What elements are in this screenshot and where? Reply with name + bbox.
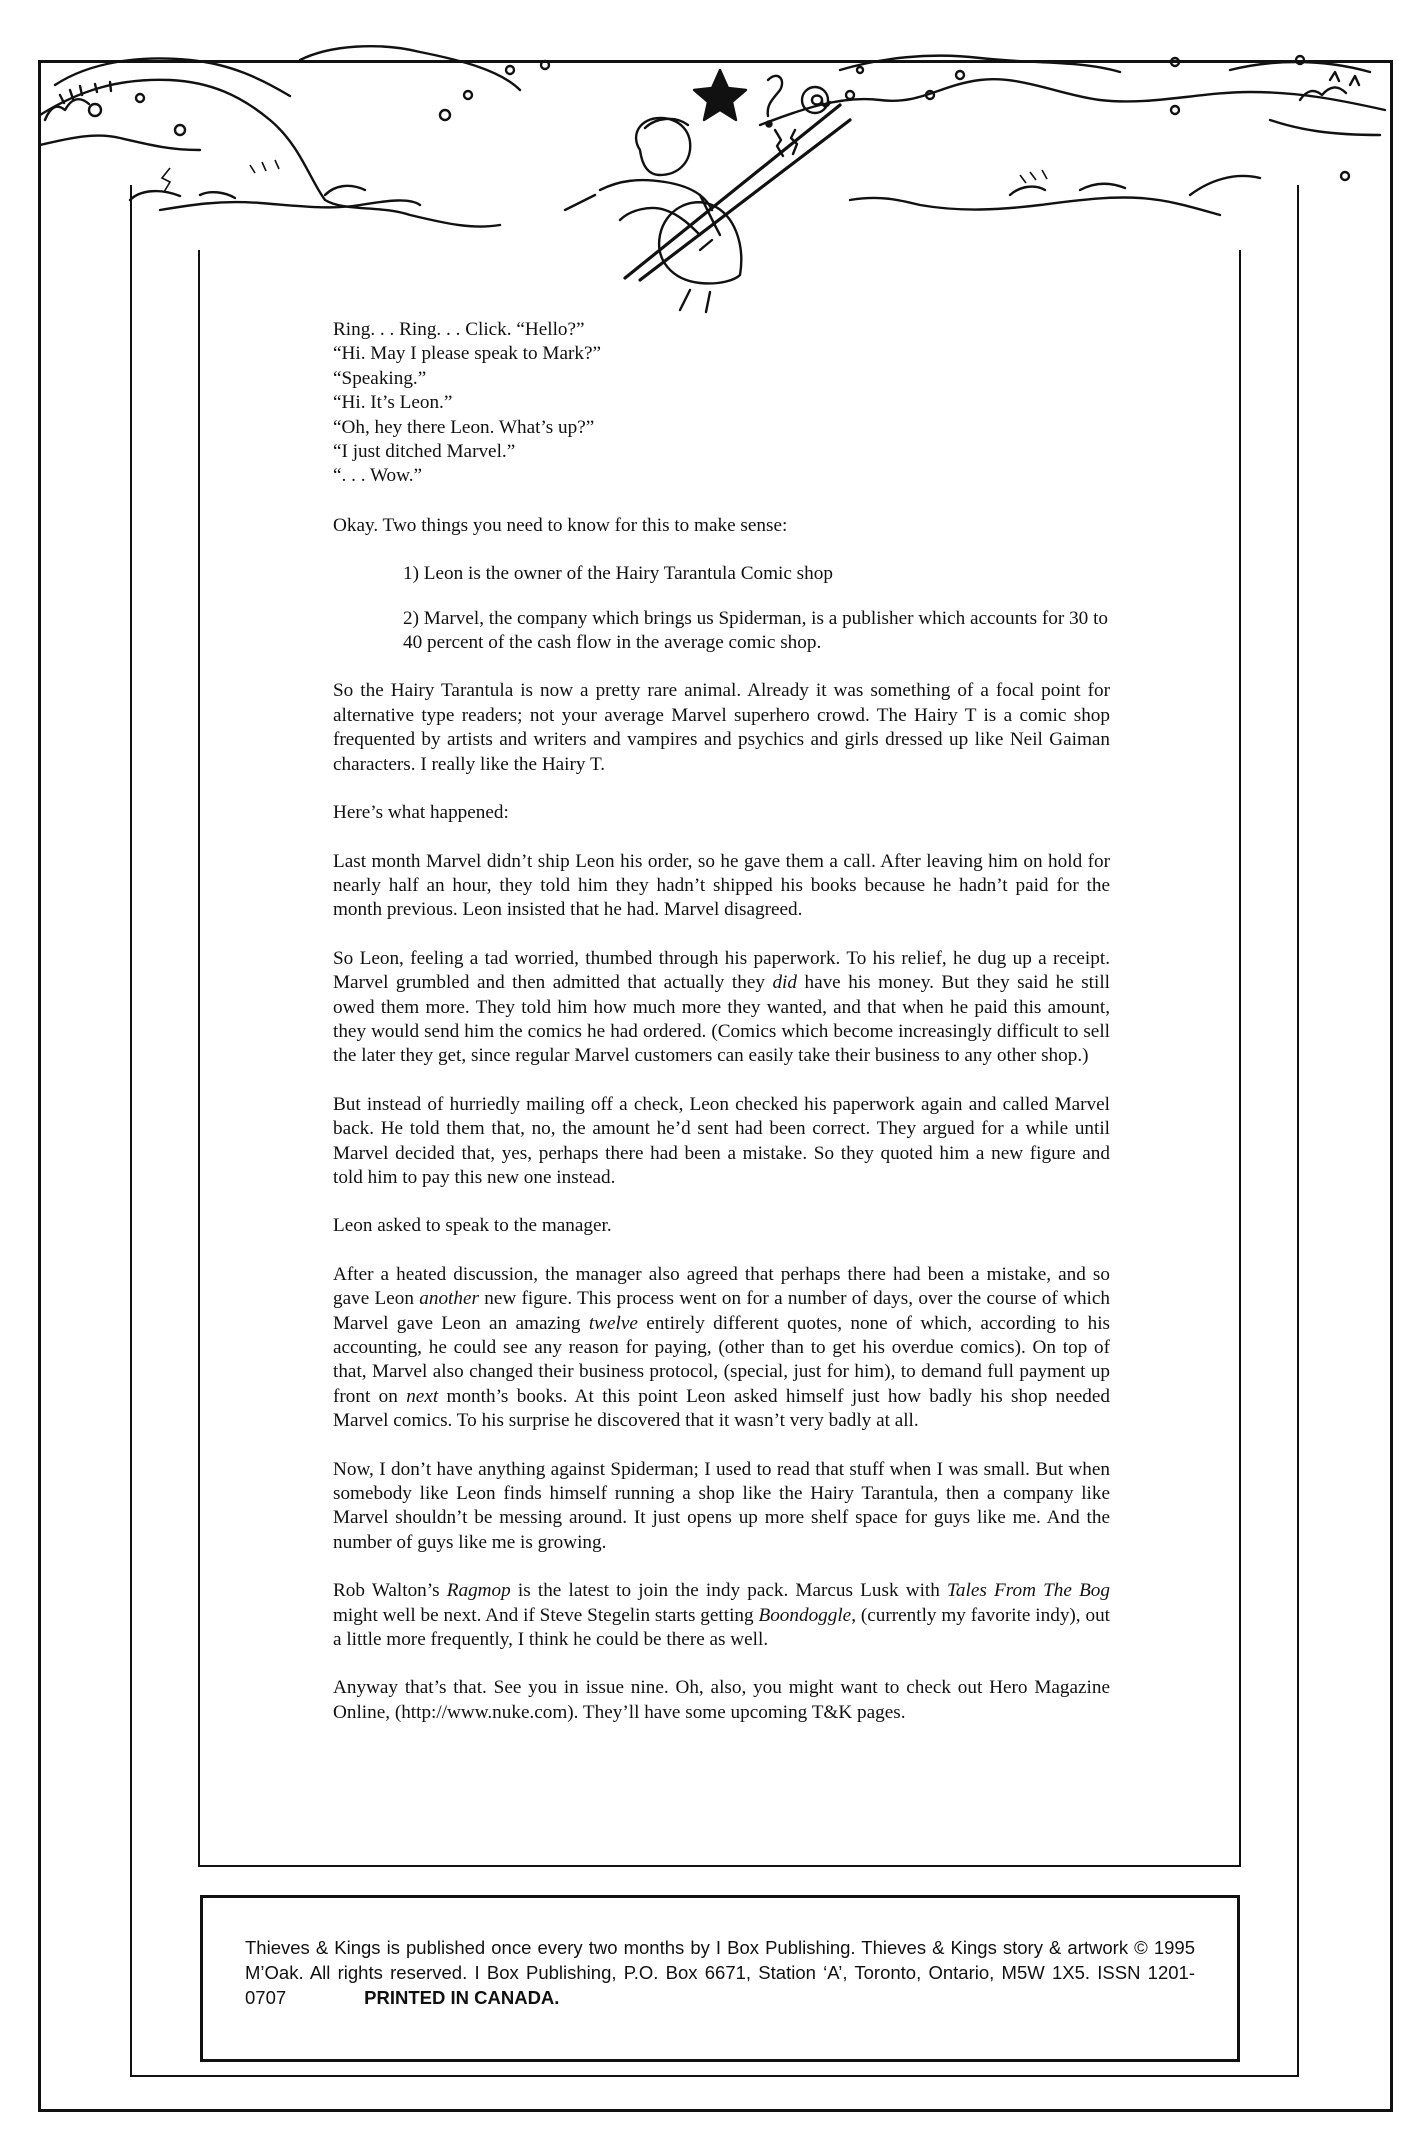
manager-paragraph: Leon asked to speak to the manager. (333, 1215, 612, 1237)
dialogue-line: “Oh, hey there Leon. What’s up?” (333, 416, 595, 438)
so-leon-paragraph: So Leon, feeling a tad worried, thumbed through his paperwork. To his relief, he dug up a receipt. Marvel grumbled and then admitted that actually they did have his money. But they said he still owed them more. They told him how much more they wanted, and that when he paid this amount, they would send him the comics he had ordered. (Comics which become increasingly difficult to sell the later they get, since regular Marvel customers can easily take their business to any other shop.) (333, 947, 1110, 1067)
but-instead-paragraph: But instead of hurriedly mailing off a check, Leon checked his paperwork again and called Marvel back. He told them that, no, the amount he’d sent had been correct. They argued for a while until Marvel decided that, yes, perhaps there had been a mistake. So they quoted him a new figure and told him to pay this new one instead. (333, 1093, 1110, 1188)
printed-in-canada: PRINTED IN CANADA. (364, 1987, 560, 2008)
inner-right-rule (1297, 185, 1299, 2075)
opening-dialogue (333, 318, 1110, 489)
dialogue-line: “Speaking.” (333, 367, 427, 389)
heres-what-happened: Here’s what happened: (333, 802, 509, 824)
editorial-article (333, 318, 1110, 1749)
hairy-tarantula-paragraph: So the Hairy Tarantula is now a pretty rare animal. Already it was something of a focal point for alternative type readers; not your average Marvel superhero crowd. The Hairy T is a comic shop frequented by artists and writers and vampires and psychics and girls dressed up like Neil Gaiman characters. I really like the Hairy T. (333, 680, 1110, 775)
text-panel-right-rule (1239, 250, 1241, 1865)
dialogue-line: “Hi. May I please speak to Mark?” (333, 343, 601, 365)
point-one: 1) Leon is the owner of the Hairy Tarantula Comic shop (403, 563, 833, 585)
header-illustration (0, 0, 1424, 330)
last-month-paragraph: Last month Marvel didn’t ship Leon his order, so he gave them a call. After leaving him on hold for nearly half an hour, they told him they hadn’t shipped his books because he hadn’t paid for the month previous. Leon insisted that he had. Marvel disagreed. (333, 850, 1110, 921)
text-panel-bottom-rule (198, 1865, 1241, 1867)
dialogue-line: “Hi. It’s Leon.” (333, 392, 453, 414)
publication-info: Thieves & Kings is published once every two months by I Box Publishing. Thieves & Kings story & artwork © 1995 M’Oak. All rights reserved. I Box Publishing, P.O. Box 6671, Station ‘A’, Toronto, Ontario, M5W 1X5. ISSN 1201-0707 PRINTED IN CANADA. (245, 1937, 1195, 2008)
text-panel-left-rule (198, 250, 200, 1865)
dialogue-line: “I just ditched Marvel.” (333, 441, 516, 463)
dialogue-line: “. . . Wow.” (333, 465, 423, 487)
heated-discussion-paragraph: After a heated discussion, the manager also agreed that perhaps there had been a mistake, and so gave Leon another new figure. This process went on for a number of days, over the course of which Marvel gave Leon an amazing twelve entirely different quotes, none of which, according to his accounting, he could see any reason for paying, (other than to get his overdue comics). On top of that, Marvel also changed their business protocol, (special, just for him), to demand full payment up front on next month’s books. At this point Leon asked himself just how badly his shop needed Marvel comics. To his surprise he discovered that it wasn’t very badly at all. (333, 1263, 1111, 1432)
inner-bottom-rule (130, 2075, 1299, 2077)
indy-pack-paragraph: Rob Walton’s Ragmop is the latest to join the indy pack. Marcus Lusk with Tales From The Bog might well be next. And if Steve Stegelin starts getting Boondoggle, (currently my favorite indy), out a little more frequently, I think he could be there as well. (333, 1580, 1110, 1651)
spiderman-paragraph: Now, I don’t have anything against Spiderman; I used to read that stuff when I was small. But when somebody like Leon finds himself running a shop like the Hairy Tarantula, then a company like Marvel shouldn’t be messing around. It just opens up more shelf space for guys like me. And the number of guys like me is growing. (333, 1458, 1110, 1553)
dialogue-line: Ring. . . Ring. . . Click. “Hello?” (333, 319, 585, 340)
intro-paragraph: Okay. Two things you need to know for this to make sense: (333, 514, 788, 536)
point-two: 2) Marvel, the company which brings us Spiderman, is a publisher which accounts for 30 to 40 percent of the cash flow in the average comic shop. (403, 607, 1108, 654)
inner-left-rule (130, 185, 132, 2075)
closing-paragraph: Anyway that’s that. See you in issue nine. Oh, also, you might want to check out Hero Magazine Online, (http://www.nuke.com). They’ll have some upcoming T&K pages. (333, 1677, 1110, 1723)
